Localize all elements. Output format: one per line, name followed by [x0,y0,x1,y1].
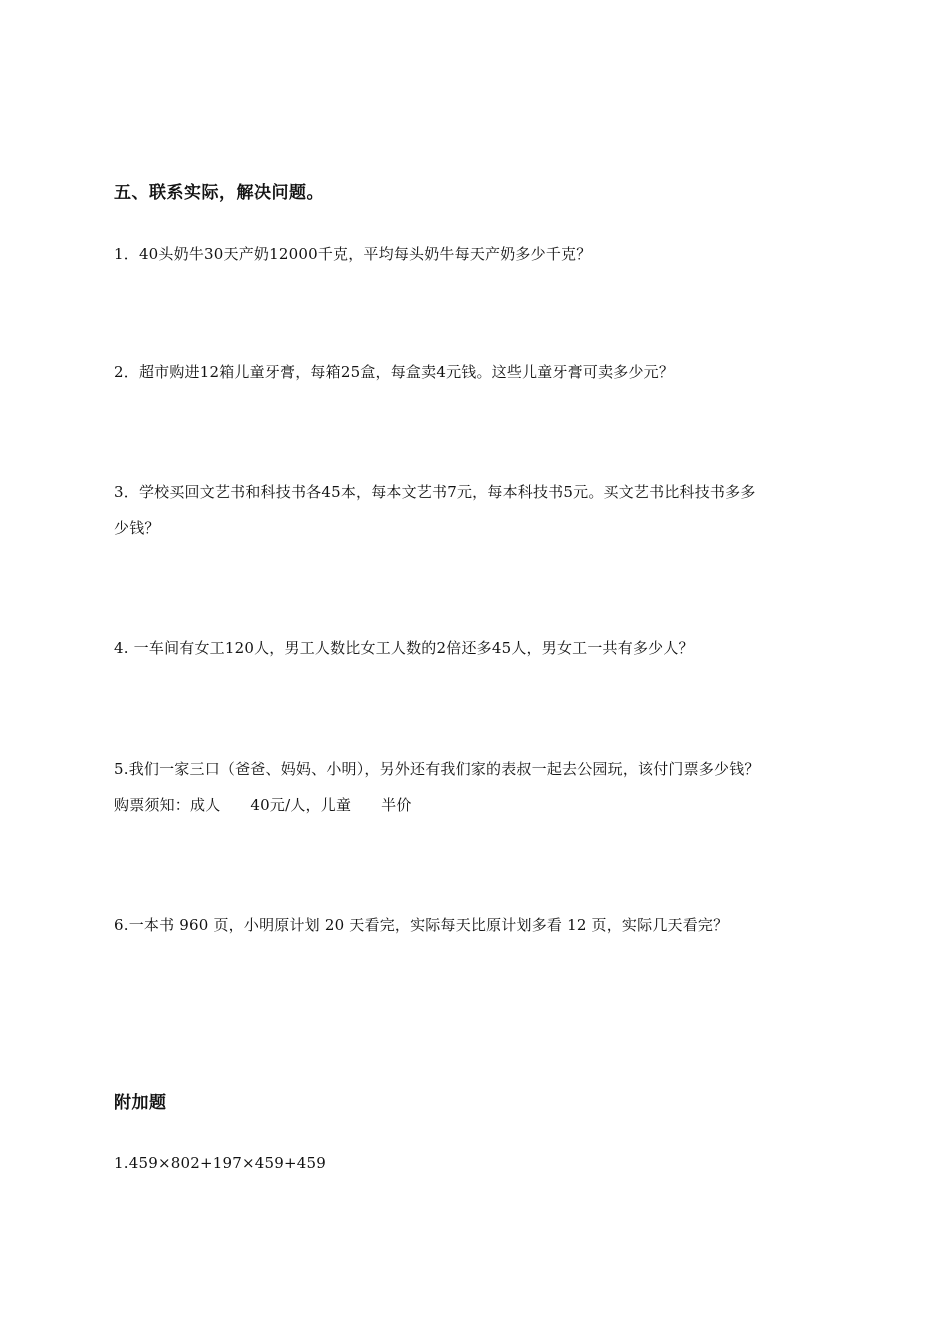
ticket-notice [114,793,850,817]
problem-3-line-2: 少钱？ [114,519,160,537]
section-five-title: 五、联系实际，解决问题。 [114,183,324,203]
bonus-title: 附加题 [114,1093,167,1113]
adult-price: 40元/人，儿童 [250,796,352,814]
problem-5: 5.我们一家三口（爸爸、妈妈、小明），另外还有我们家的表叔一起去公园玩，该付门票多少钱？ [114,760,760,778]
problem-3-line-1: 3．学校买回文艺书和科技书各45本，每本文艺书7元，每本科技书5元。买文艺书比科技书多多 [114,483,756,501]
problem-1: 1．40头奶牛30天产奶12000千克，平均每头奶牛每天产奶多少千克？ [114,245,592,263]
problem-4: 4. 一车间有女工120人，男工人数比女工人数的2倍还多45人，男女工一共有多少人？ [114,639,694,657]
child-price: 半价 [381,796,412,814]
problem-6: 6.一本书 960 页，小明原计划 20 天看完，实际每天比原计划多看 12 页，实际几天看完？ [114,916,729,934]
problem-2: 2．超市购进12箱儿童牙膏，每箱25盒，每盒卖4元钱。这些儿童牙膏可卖多少元？ [114,363,675,381]
ticket-notice-label: 购票须知：成人 [114,796,221,814]
bonus-problem-1: 1.459×802+197×459+459 [114,1154,326,1172]
